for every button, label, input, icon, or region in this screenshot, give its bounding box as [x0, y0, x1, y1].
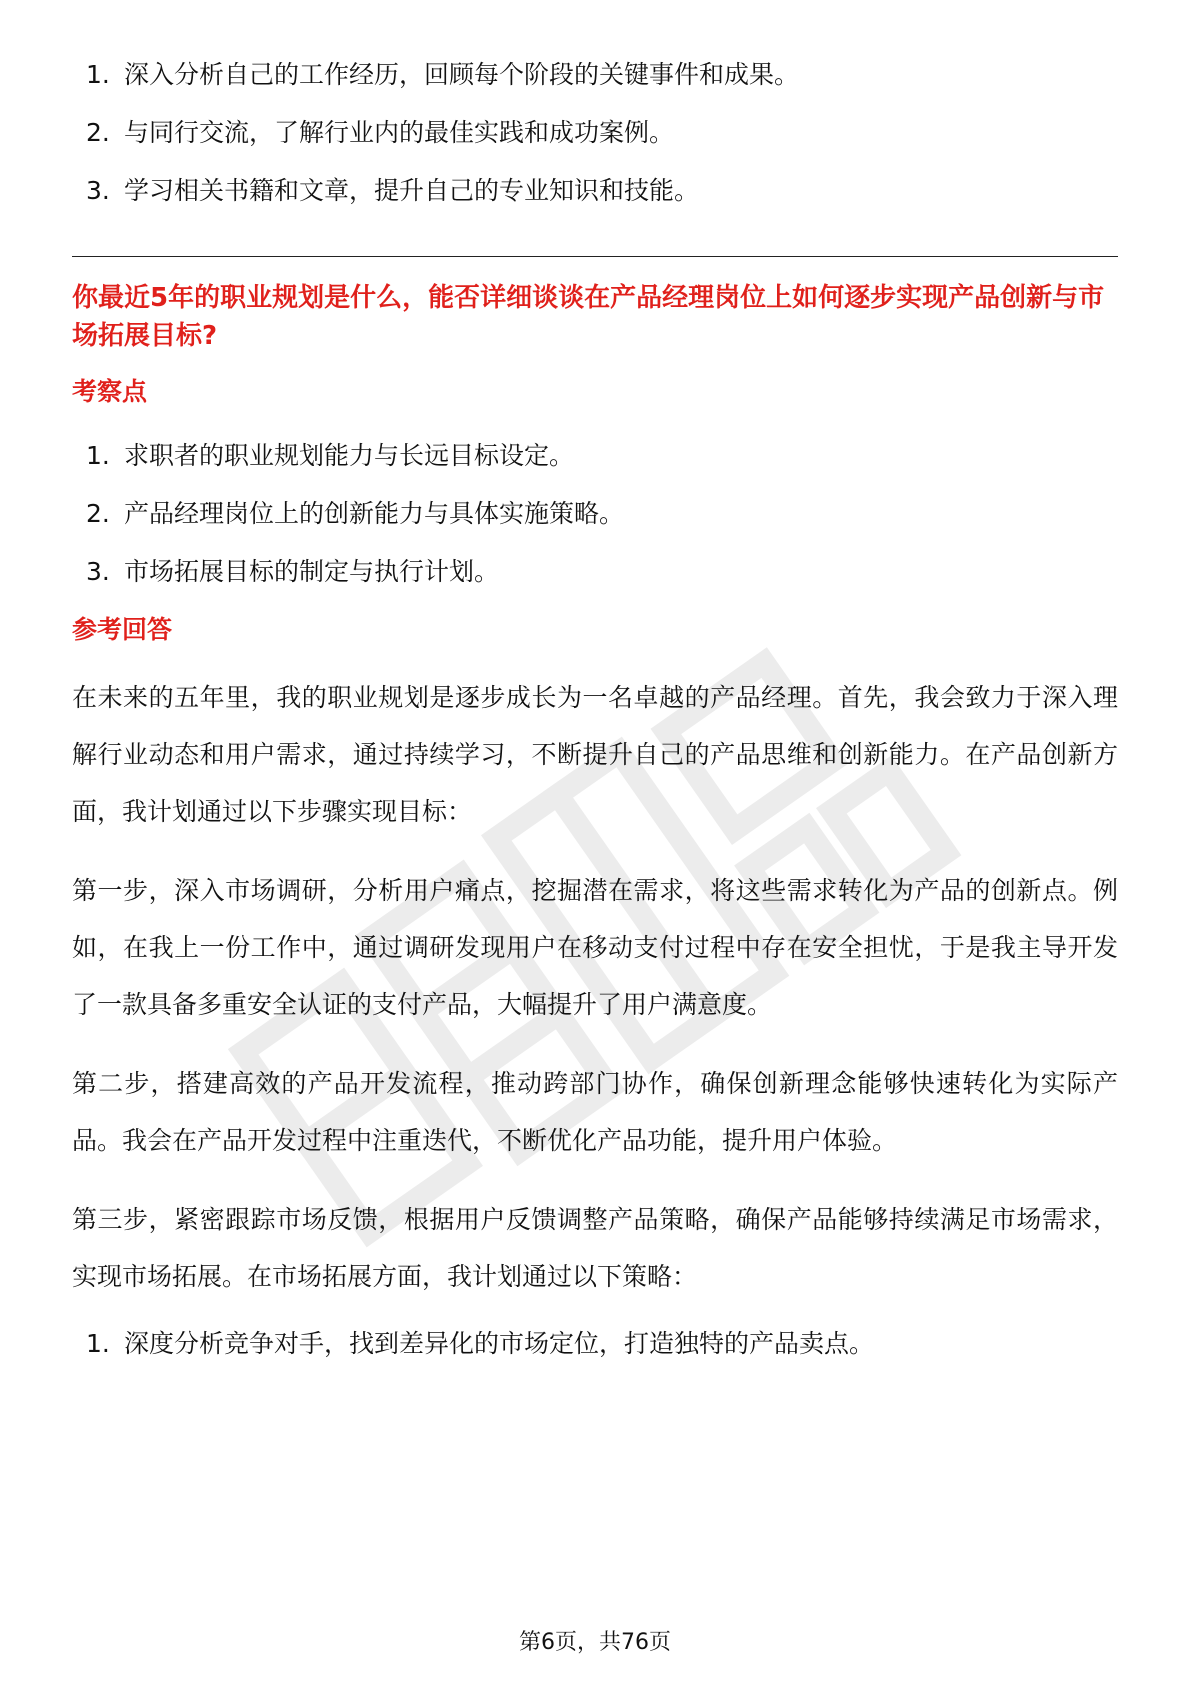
page-content — [72, 58, 1118, 1385]
top-list — [72, 58, 1118, 208]
list-item-text: 求职者的职业规划能力与长远目标设定。 — [124, 441, 575, 470]
answer-paragraph: 在未来的五年里，我的职业规划是逐步成长为一名卓越的产品经理。首先，我会致力于深入理解行业动态和用户需求，通过持续学习，不断提升自己的产品思维和创新能力。在产品创新方面，我计划通过以下步骤实现目标： — [72, 683, 1118, 826]
section-divider — [72, 256, 1118, 257]
answer-paragraph: 第二步，搭建高效的产品开发流程，推动跨部门协作，确保创新理念能够快速转化为实际产品。我会在产品开发过程中注重迭代，不断优化产品功能，提升用户体验。 — [72, 1069, 1118, 1155]
list-number: 3. — [86, 176, 110, 205]
list-number: 1. — [86, 441, 110, 470]
list-item-text: 产品经理岗位上的创新能力与具体实施策略。 — [124, 499, 625, 528]
answer-paragraph: 第三步，紧密跟踪市场反馈，根据用户反馈调整产品策略，确保产品能够持续满足市场需求，实现市场拓展。在市场拓展方面，我计划通过以下策略： — [72, 1205, 1118, 1291]
question-heading: 你最近5年的职业规划是什么，能否详细谈谈在产品经理岗位上如何逐步实现产品创新与市场拓展目标? — [72, 283, 1105, 351]
list-number: 2. — [86, 499, 110, 528]
answer-paragraph: 第一步，深入市场调研，分析用户痛点，挖掘潜在需求，将这些需求转化为产品的创新点。例如，在我上一份工作中，通过调研发现用户在移动支付过程中存在安全担忧，于是我主导开发了一款具备多重安全认证的支付产品，大幅提升了用户满意度。 — [72, 876, 1118, 1019]
exam-points-list — [72, 439, 1118, 589]
strategy-list — [72, 1327, 1118, 1361]
list-item — [72, 58, 1118, 92]
list-number: 1. — [86, 60, 110, 89]
list-item-text: 与同行交流，了解行业内的最佳实践和成功案例。 — [124, 118, 675, 147]
list-item-text: 深度分析竞争对手，找到差异化的市场定位，打造独特的产品卖点。 — [124, 1329, 875, 1358]
list-item — [72, 174, 1118, 208]
list-item — [72, 1327, 1118, 1361]
list-item-text: 市场拓展目标的制定与执行计划。 — [124, 557, 500, 586]
list-number: 1. — [86, 1329, 110, 1358]
list-item — [72, 439, 1118, 473]
answer-title: 参考回答 — [72, 615, 173, 644]
list-item-text: 学习相关书籍和文章，提升自己的专业知识和技能。 — [124, 176, 700, 205]
list-item — [72, 497, 1118, 531]
list-item — [72, 116, 1118, 150]
exam-points-title: 考察点 — [72, 377, 148, 406]
list-number: 3. — [86, 557, 110, 586]
list-item — [72, 555, 1118, 589]
page-footer: 第6页，共76页 — [519, 1630, 671, 1655]
list-item-text: 深入分析自己的工作经历，回顾每个阶段的关键事件和成果。 — [124, 60, 800, 89]
list-number: 2. — [86, 118, 110, 147]
